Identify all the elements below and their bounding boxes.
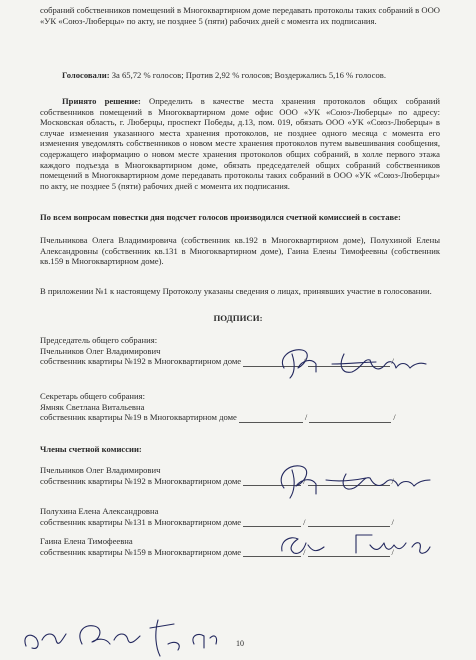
chairman-signature bbox=[272, 338, 442, 380]
footer-initials-signatures bbox=[18, 610, 228, 658]
secretary-block bbox=[40, 391, 460, 423]
signatures-title: ПОДПИСИ: bbox=[213, 313, 263, 323]
secretary-role: Секретарь общего собрания: bbox=[40, 391, 145, 401]
member-block: Гаина Елена Тимофеевна собственник квартиры №159 в Многоквартирном доме / / bbox=[40, 536, 460, 557]
member-signature bbox=[272, 527, 442, 563]
member-block: Пчельников Олег Владимирович собственник квартиры №192 в Многоквартирном доме / / bbox=[40, 465, 460, 486]
member-ownership: собственник квартиры №159 в Многоквартирном доме bbox=[40, 546, 242, 557]
vote-text: За 65,72 % голосов; Против 2,92 % голосов; Воздержались 5,16 % голосов. bbox=[111, 70, 386, 80]
members-heading: Члены счетной комиссии: bbox=[40, 444, 142, 454]
member-ownership: собственник квартиры №192 в Многоквартирном доме bbox=[40, 475, 242, 486]
member-name: Полухина Елена Александровна bbox=[40, 506, 159, 516]
decision-text: Определить в качестве места хранения протоколов общих собраний собственников помещений в Многоквартирном доме офис ООО «УК «Союз-Люберцы» по адресу: Московская область, г. Люберцы, проспект Победы, д.13, пом. 019, обязать ООО «УК «Союз-Люберцы» в случае изменения указанного места хранения протоколов, не позднее одного месяца с момента его изменения уведомлять собственников о новом месте хранения протоколов путем вывешивания сообщения, содержащего информацию о новом месте хранения протоколов общих собраний, в холле первого этажа каждого подъезда в Многоквартирном доме, обязать председателей общих собраний собственников помещений в Многоквартирном доме передавать протоколы таких собраний в ООО «УК «Союз-Люберцы» по акту, не позднее 5 (пяти) рабочих дней с момента их подписания. bbox=[40, 96, 441, 191]
member-name: Пчельников Олег Владимирович bbox=[40, 465, 161, 475]
secretary-name: Ямняк Светлана Витальевна bbox=[40, 401, 145, 412]
top-paragraph: собраний собственников помещений в Многоквартирном доме передавать протоколы таких собраний в ООО «УК «Союз-Люберцы» по акту, не позднее 5 (пяти) рабочих дней с момента их подписания. bbox=[40, 5, 440, 26]
member-signature bbox=[270, 456, 440, 500]
secretary-ownership: собственник квартиры №19 в Многоквартирном доме bbox=[40, 412, 237, 423]
decision-label: Принято решение: bbox=[62, 96, 141, 106]
page-number: 10 bbox=[236, 639, 244, 648]
vote-label: Голосовали: bbox=[62, 70, 110, 80]
appendix-note: В приложении №1 к настоящему Протоколу указаны сведения о лицах, принявших участие в голосовании. bbox=[40, 286, 432, 296]
member-name: Гаина Елена Тимофеевна bbox=[40, 536, 133, 546]
chairman-role: Председатель общего собрания: bbox=[40, 335, 158, 345]
decision-paragraph bbox=[40, 96, 440, 191]
chairman-ownership-line: собственник квартиры №192 в Многоквартирном доме / / bbox=[40, 356, 394, 367]
vote-result bbox=[40, 70, 440, 81]
commission-heading: По всем вопросам повестки дня подсчет голосов производился счетной комиссией в составе: bbox=[40, 212, 401, 222]
member-block: Полухина Елена Александровна собственник квартиры №131 в Многоквартирном доме / / bbox=[40, 506, 460, 527]
commission-members: Пчельникова Олега Владимировича (собственник кв.192 в Многоквартирном доме), Полухиной Елены Александровны (собственник кв.131 в Многоквартирном доме), Гаина Елены Тимофеевны (собственник кв.159 в Многоквартирном доме). bbox=[40, 235, 440, 267]
chairman-name: Пчельников Олег Владимирович bbox=[40, 345, 161, 356]
secretary-ownership-line: собственник квартиры №19 в Многоквартирном доме / / bbox=[40, 412, 396, 423]
member-ownership: собственник квартиры №131 в Многоквартирном доме bbox=[40, 516, 242, 527]
chairman-ownership: собственник квартиры №192 в Многоквартирном доме bbox=[40, 356, 242, 367]
